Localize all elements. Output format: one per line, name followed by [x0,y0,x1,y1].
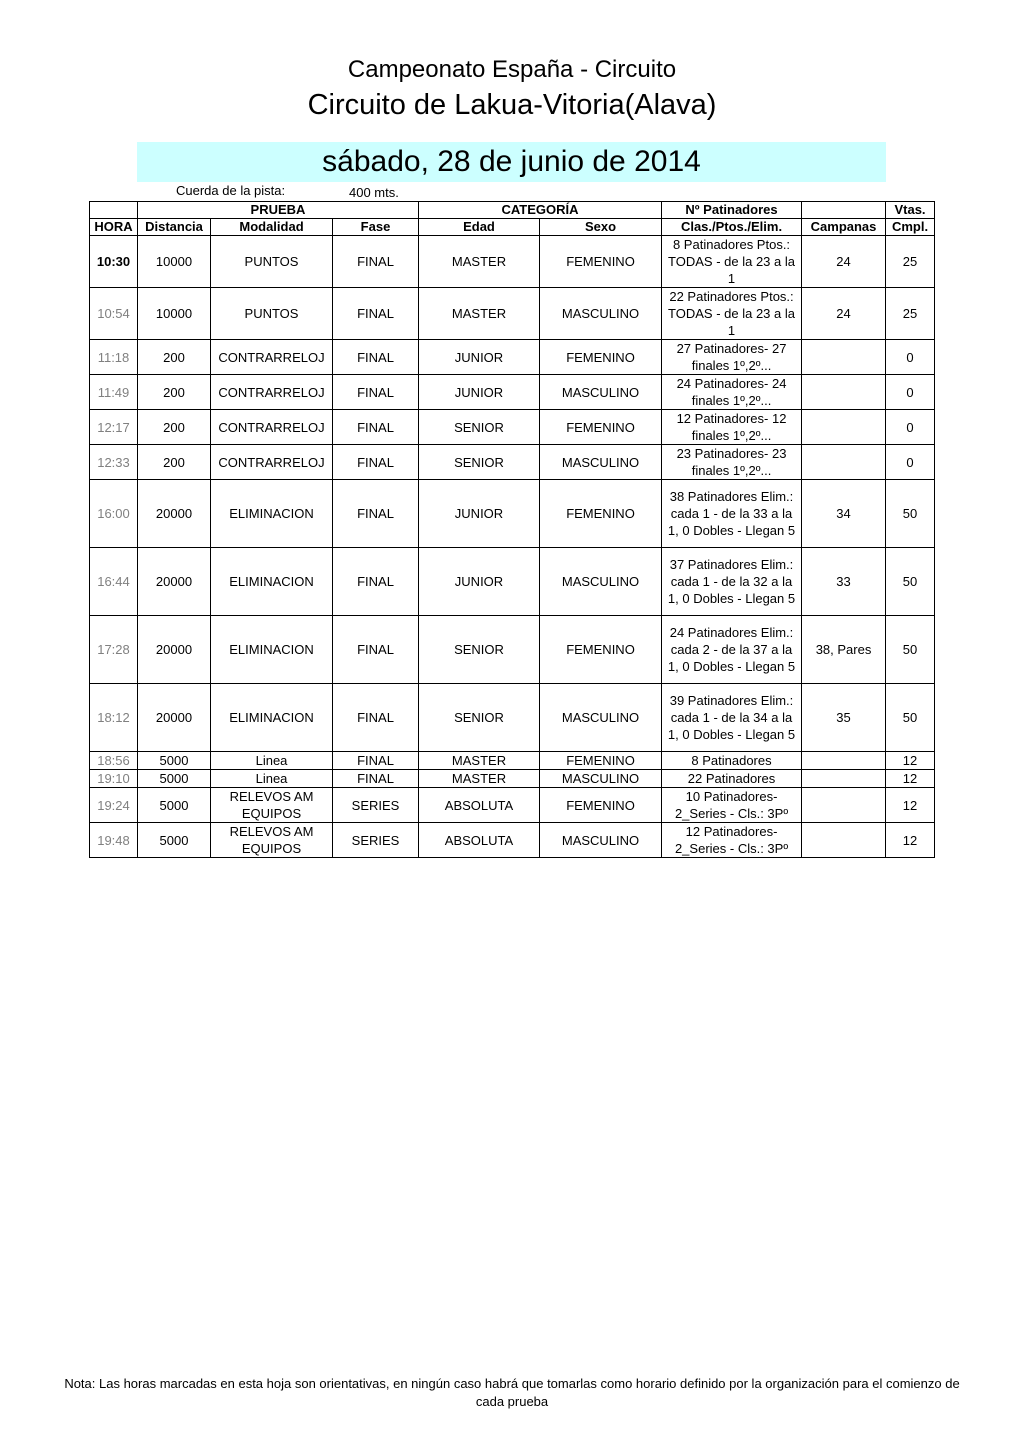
cell-campanas [802,823,886,858]
table-row [90,375,935,410]
table-row [90,236,935,288]
cell-vtas: 0 [886,445,935,480]
cell-patinadores: 10 Patinadores- 2_Series - Cls.: 3Pº [662,788,802,823]
cell-fase: FINAL [333,375,419,410]
cell-hora: 17:28 [90,616,138,684]
track-length-label: Cuerda de la pista: [176,183,286,198]
cell-edad: SENIOR [419,410,540,445]
table-row [90,684,935,752]
cell-distancia: 10000 [138,236,211,288]
cell-fase: FINAL [333,684,419,752]
cell-fase: FINAL [333,752,419,770]
cell-vtas: 50 [886,480,935,548]
cell-distancia: 200 [138,375,211,410]
cell-vtas: 0 [886,340,935,375]
table-row [90,770,935,788]
cell-edad: JUNIOR [419,340,540,375]
cell-sexo: FEMENINO [540,788,662,823]
cell-edad: MASTER [419,770,540,788]
group-header-patinadores: Nº Patinadores [662,202,802,219]
cell-vtas: 25 [886,288,935,340]
venue-title: Circuito de Lakua-Vitoria(Alava) [307,89,717,121]
cell-campanas: 38, Pares [802,616,886,684]
cell-fase: FINAL [333,410,419,445]
cell-patinadores: 8 Patinadores Ptos.: TODAS - de la 23 a la 1 [662,236,802,288]
cell-vtas: 50 [886,548,935,616]
cell-hora: 19:24 [90,788,138,823]
cell-sexo: MASCULINO [540,375,662,410]
table-row [90,340,935,375]
cell-distancia: 5000 [138,823,211,858]
group-header-blank [90,202,138,219]
cell-distancia: 20000 [138,616,211,684]
cell-patinadores: 12 Patinadores- 12 finales 1º,2º... [662,410,802,445]
cell-distancia: 5000 [138,770,211,788]
cell-campanas: 24 [802,236,886,288]
cell-hora: 18:56 [90,752,138,770]
cell-sexo: FEMENINO [540,752,662,770]
cell-vtas: 12 [886,788,935,823]
cell-modalidad: ELIMINACION [211,684,333,752]
cell-patinadores: 22 Patinadores Ptos.: TODAS - de la 23 a la 1 [662,288,802,340]
cell-modalidad: RELEVOS AM EQUIPOS [211,788,333,823]
cell-edad: MASTER [419,288,540,340]
cell-edad: JUNIOR [419,480,540,548]
cell-fase: FINAL [333,548,419,616]
col-header-fase: Fase [333,219,419,236]
cell-hora: 19:10 [90,770,138,788]
table-row [90,823,935,858]
cell-vtas: 12 [886,823,935,858]
cell-distancia: 5000 [138,752,211,770]
cell-campanas [802,770,886,788]
cell-campanas [802,445,886,480]
cell-vtas: 12 [886,752,935,770]
cell-patinadores: 27 Patinadores- 27 finales 1º,2º... [662,340,802,375]
table-row [90,410,935,445]
column-header-row [90,219,935,236]
cell-fase: FINAL [333,616,419,684]
schedule-body [90,236,935,858]
cell-hora: 16:00 [90,480,138,548]
cell-hora: 12:33 [90,445,138,480]
col-header-sexo: Sexo [540,219,662,236]
cell-distancia: 20000 [138,480,211,548]
table-row [90,548,935,616]
table-row [90,288,935,340]
cell-modalidad: CONTRARRELOJ [211,340,333,375]
group-header-vtas: Vtas. [886,202,935,219]
cell-modalidad: RELEVOS AM EQUIPOS [211,823,333,858]
cell-vtas: 50 [886,616,935,684]
cell-campanas [802,752,886,770]
cell-hora: 18:12 [90,684,138,752]
cell-modalidad: CONTRARRELOJ [211,410,333,445]
cell-fase: FINAL [333,445,419,480]
cell-distancia: 20000 [138,548,211,616]
cell-hora: 10:30 [90,236,138,288]
table-row [90,752,935,770]
table-row [90,788,935,823]
cell-fase: FINAL [333,288,419,340]
cell-patinadores: 24 Patinadores- 24 finales 1º,2º... [662,375,802,410]
cell-hora: 16:44 [90,548,138,616]
cell-distancia: 20000 [138,684,211,752]
cell-modalidad: CONTRARRELOJ [211,445,333,480]
cell-modalidad: ELIMINACION [211,480,333,548]
cell-modalidad: ELIMINACION [211,548,333,616]
cell-sexo: FEMENINO [540,616,662,684]
cell-hora: 10:54 [90,288,138,340]
cell-hora: 19:48 [90,823,138,858]
cell-sexo: FEMENINO [540,340,662,375]
cell-fase: FINAL [333,770,419,788]
cell-sexo: FEMENINO [540,410,662,445]
group-header-row [90,202,935,219]
col-header-distancia: Distancia [138,219,211,236]
table-row [90,445,935,480]
cell-patinadores: 12 Patinadores- 2_Series - Cls.: 3Pº [662,823,802,858]
group-header-prueba: PRUEBA [138,202,419,219]
cell-sexo: MASCULINO [540,548,662,616]
cell-modalidad: Linea [211,770,333,788]
cell-edad: MASTER [419,752,540,770]
table-row [90,616,935,684]
cell-distancia: 5000 [138,788,211,823]
cell-campanas: 35 [802,684,886,752]
schedule-table [89,201,935,858]
cell-sexo: MASCULINO [540,684,662,752]
col-header-campanas: Campanas [802,219,886,236]
cell-fase: SERIES [333,823,419,858]
cell-modalidad: CONTRARRELOJ [211,375,333,410]
cell-distancia: 10000 [138,288,211,340]
cell-modalidad: Linea [211,752,333,770]
cell-modalidad: ELIMINACION [211,616,333,684]
col-header-cmpl: Cmpl. [886,219,935,236]
cell-edad: ABSOLUTA [419,788,540,823]
cell-vtas: 50 [886,684,935,752]
col-header-hora: HORA [90,219,138,236]
group-header-blank-campanas [802,202,886,219]
date-text: sábado, 28 de junio de 2014 [322,145,701,178]
cell-sexo: MASCULINO [540,823,662,858]
cell-edad: JUNIOR [419,375,540,410]
cell-hora: 12:17 [90,410,138,445]
cell-sexo: MASCULINO [540,770,662,788]
cell-edad: JUNIOR [419,548,540,616]
group-header-categoria: CATEGORÍA [419,202,662,219]
cell-fase: FINAL [333,236,419,288]
cell-edad: SENIOR [419,445,540,480]
cell-edad: ABSOLUTA [419,823,540,858]
cell-campanas: 24 [802,288,886,340]
col-header-edad: Edad [419,219,540,236]
cell-distancia: 200 [138,410,211,445]
date-banner [137,142,886,182]
cell-fase: SERIES [333,788,419,823]
championship-title: Campeonato España - Circuito [347,56,677,83]
cell-campanas: 34 [802,480,886,548]
cell-sexo: FEMENINO [540,236,662,288]
cell-edad: SENIOR [419,684,540,752]
cell-patinadores: 24 Patinadores Elim.: cada 2 - de la 37 a la 1, 0 Dobles - Llegan 5 [662,616,802,684]
cell-patinadores: 22 Patinadores [662,770,802,788]
cell-campanas [802,375,886,410]
cell-patinadores: 39 Patinadores Elim.: cada 1 - de la 34 a la 1, 0 Dobles - Llegan 5 [662,684,802,752]
cell-sexo: FEMENINO [540,480,662,548]
cell-campanas [802,788,886,823]
cell-campanas [802,410,886,445]
table-row [90,480,935,548]
cell-hora: 11:49 [90,375,138,410]
footer-note: Nota: Las horas marcadas en esta hoja son orientativas, en ningún caso habrá que tomarlas como horario definido por la organización para el comienzo de cada prueba [64,1376,960,1409]
cell-fase: FINAL [333,480,419,548]
cell-sexo: MASCULINO [540,445,662,480]
col-header-clas: Clas./Ptos./Elim. [662,219,802,236]
cell-fase: FINAL [333,340,419,375]
cell-sexo: MASCULINO [540,288,662,340]
cell-campanas [802,340,886,375]
cell-vtas: 0 [886,410,935,445]
cell-distancia: 200 [138,340,211,375]
track-length-value: 400 mts. [349,185,399,200]
cell-patinadores: 37 Patinadores Elim.: cada 1 - de la 32 a la 1, 0 Dobles - Llegan 5 [662,548,802,616]
cell-edad: SENIOR [419,616,540,684]
cell-patinadores: 38 Patinadores Elim.: cada 1 - de la 33 a la 1, 0 Dobles - Llegan 5 [662,480,802,548]
cell-patinadores: 8 Patinadores [662,752,802,770]
col-header-modalidad: Modalidad [211,219,333,236]
cell-vtas: 12 [886,770,935,788]
cell-patinadores: 23 Patinadores- 23 finales 1º,2º... [662,445,802,480]
cell-vtas: 0 [886,375,935,410]
cell-hora: 11:18 [90,340,138,375]
cell-modalidad: PUNTOS [211,236,333,288]
cell-edad: MASTER [419,236,540,288]
cell-distancia: 200 [138,445,211,480]
cell-vtas: 25 [886,236,935,288]
cell-campanas: 33 [802,548,886,616]
cell-modalidad: PUNTOS [211,288,333,340]
